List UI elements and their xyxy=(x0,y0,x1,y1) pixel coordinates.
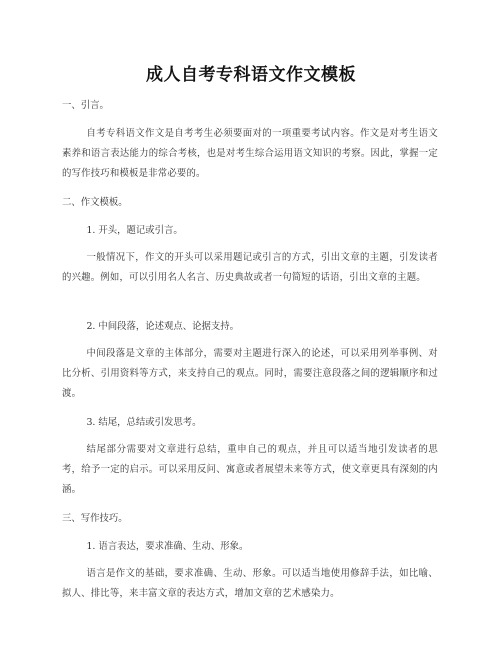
section-heading-template: 二、作文模板。 xyxy=(62,197,128,208)
paragraph-intro: 自考专科语文作文是自考考生必须要面对的一项重要考试内容。作文是对考生语文素养和语言表达能力的综合考核，也是对考生综合运用语文知识的考察。因此，掌握一定的写作技巧和模板是非常必要的。 xyxy=(62,128,438,179)
paragraph-language: 语言是作文的基础，要求准确、生动、形象。可以适当地使用修辞手法，如比喻、拟人、排比等，来丰富文章的表达方式，增加文章的艺术感染力。 xyxy=(62,568,438,599)
paragraph-body: 中间段落是文章的主体部分，需要对主题进行深入的论述，可以采用列举事例、对比分析、引用资料等方式，来支持自己的观点。同时，需要注意段落之间的逻辑顺序和过渡。 xyxy=(62,348,438,399)
subsection-heading-ending: 3. 结尾，总结或引发思考。 xyxy=(86,417,202,428)
paragraph-opening: 一般情况下，作文的开头可以采用题记或引言的方式，引出文章的主题，引发读者的兴趣。例如，可以引用名人名言、历史典故或者一句简短的话语，引出文章的主题。 xyxy=(62,252,438,283)
document-title: 成人自考专科语文作文模板 xyxy=(146,65,356,85)
section-heading-intro: 一、引言。 xyxy=(62,100,109,111)
section-heading-skills: 三、写作技巧。 xyxy=(62,513,128,524)
subsection-heading-body: 2. 中间段落，论述观点、论据支持。 xyxy=(86,321,239,332)
subsection-heading-language: 1. 语言表达，要求准确、生动、形象。 xyxy=(86,541,249,552)
paragraph-ending: 结尾部分需要对文章进行总结，重申自己的观点，并且可以适当地引发读者的思考，给予一定的启示。可以采用反问、寓意或者展望未来等方式，使文章更具有深刻的内涵。 xyxy=(62,444,438,495)
subsection-heading-opening: 1. 开头，题记或引言。 xyxy=(86,225,183,236)
